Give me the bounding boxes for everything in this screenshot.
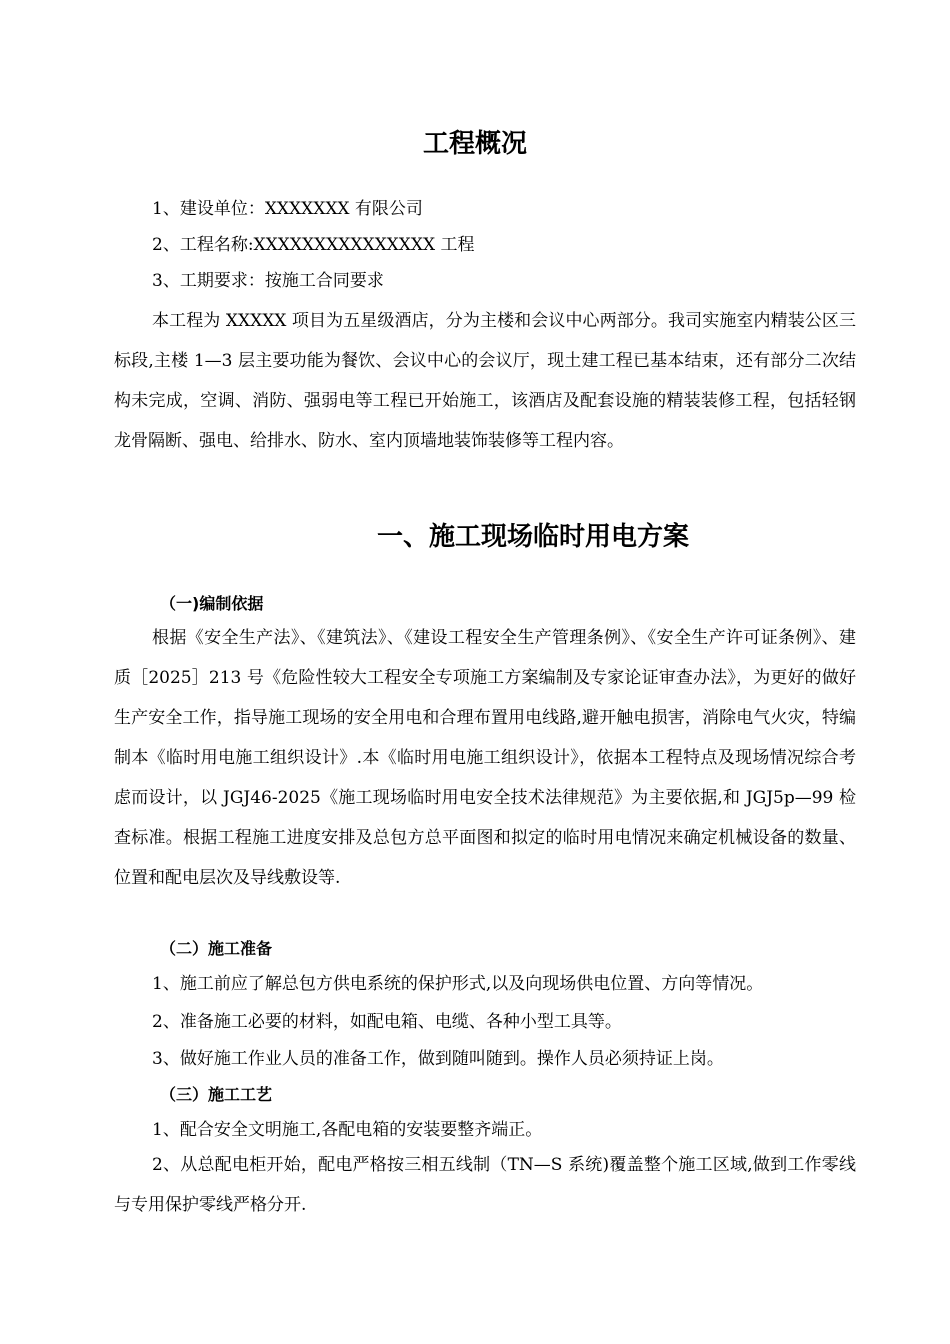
preparation-item-1: 1、施工前应了解总包方供电系统的保护形式,以及向现场供电位置、方向等情况。 — [152, 974, 764, 994]
process-item-1: 1、配合安全文明施工,各配电箱的安装要整齐端正。 — [152, 1120, 543, 1140]
preparation-item-3: 3、做好施工作业人员的准备工作，做到随叫随到。操作人员必须持证上岗。 — [152, 1049, 724, 1069]
preparation-item-2: 2、准备施工必要的材料，如配电箱、电缆、各种小型工具等。 — [152, 1012, 622, 1032]
overview-item-project-name: 2、工程名称:XXXXXXXXXXXXXXX 工程 — [152, 235, 475, 255]
overview-paragraph: 本工程为 XXXXX 项目为五星级酒店，分为主楼和会议中心两部分。我司实施室内精装公区三标段,主楼 1—3 层主要功能为餐饮、会议中心的会议厅，现土建工程已基本结束，还有部分二次结构未完成，空调、消防、强弱电等工程已开始施工，该酒店及配套设施的精装装修工程，包括轻钢龙骨隔断、强电、给排水、防水、室内顶墙地装饰装修等工程内容。 — [114, 311, 856, 451]
overview-item-schedule: 3、工期要求：按施工合同要求 — [152, 271, 384, 291]
section-title: 一、施工现场临时用电方案 — [376, 522, 689, 552]
preparation-heading: （二）施工准备 — [160, 939, 273, 958]
basis-paragraph: 根据《安全生产法》、《建筑法》、《建设工程安全生产管理条例》、《安全生产许可证条例》、建质［2025］213 号《危险性较大工程安全专项施工方案编制及专家论证审查办法》，为更好的做好生产安全工作，指导施工现场的安全用电和合理布置用电线路,避开触电损害，消除电气火灾，特编制本《临时用电施工组织设计》.本《临时用电施工组织设计》，依据本工程特点及现场情况综合考虑而设计，以 JGJ46-2025《施工现场临时用电安全技术法律规范》为主要依据,和 JGJ5p—99 检查标准。根据工程施工进度安排及总包方总平面图和拟定的临时用电情况来确定机械设备的数量、位置和配电层次及导线敷设等. — [114, 628, 856, 888]
process-heading: （三）施工工艺 — [160, 1085, 273, 1104]
basis-heading: （一)编制依据 — [160, 594, 264, 613]
overview-item-client: 1、建设单位：XXXXXXX 有限公司 — [152, 199, 423, 219]
process-item-2: 2、从总配电柜开始，配电严格按三相五线制（TN—S 系统)覆盖整个施工区域,做到工作零线与专用保护零线严格分开. — [114, 1155, 856, 1215]
document-title: 工程概况 — [422, 129, 527, 159]
